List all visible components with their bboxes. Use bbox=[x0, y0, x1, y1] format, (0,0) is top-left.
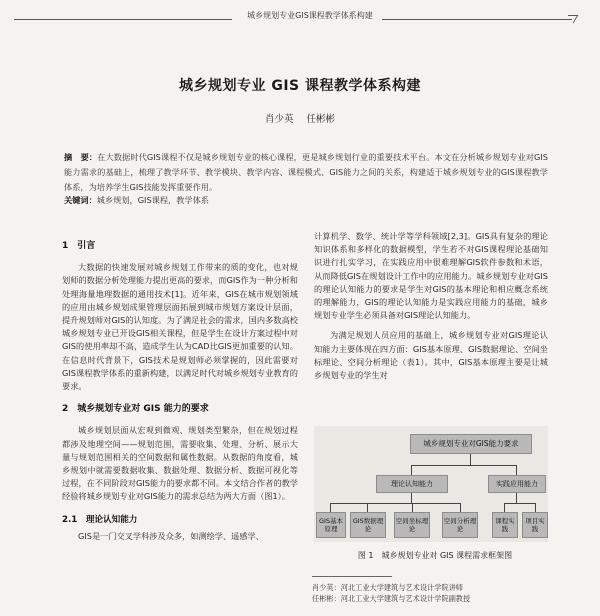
author-line: 肖少英 任彬彬 bbox=[264, 114, 336, 125]
header-corner-mark bbox=[564, 15, 579, 23]
abstract bbox=[64, 150, 548, 195]
section-1-heading: 1 引言 bbox=[62, 241, 96, 251]
diagram-root-node: 城乡规划专业对GIS能力要求 bbox=[410, 434, 532, 454]
keywords-text: 城乡规划，GIS课程，教学体系 bbox=[96, 195, 209, 205]
footnote-author-2: 任彬彬：河北工业大学建筑与艺术设计学院副教授 bbox=[312, 594, 471, 603]
section-2-heading: 2 城乡规划专业对 GIS 能力的要求 bbox=[62, 404, 209, 415]
diagram-node-theory: 理论认知能力 bbox=[376, 475, 448, 493]
diagram-leaf-node: 项目实践 bbox=[522, 512, 548, 538]
right-column bbox=[314, 230, 548, 382]
right-paragraph-1: 计算机学、数学、统计学等学科领域[2,3]。GIS具有复杂的理论知识体系和多样化的数据模型，学生若不对GIS课程理论基础知识进行扎实学习，在实践应用中很难理解GIS软件参数和术语，从而降低GIS在规划设计工作中的应用能力。城乡规划专业对GIS的理论认知能力的要求是学生对GIS的基本理论和相应概念系统的理解能力，GIS的理论认知能力是实践应用能力的基础，城乡规划专业学生必须具备对GIS理论认知能力。 bbox=[314, 231, 548, 321]
left-column bbox=[62, 240, 298, 543]
abstract-label: 摘 要： bbox=[64, 152, 98, 162]
section-2-paragraph: 城乡规划层面从宏观到微观、规划类型繁杂，但在规划过程都涉及地理空间——规划范围，需要收集、处理、分析、展示大量与规划范围相关的空间数据和属性数据。从数据的角度看，城乡规划中就需要数据收集、数据处理、数据分析、数据可视化等过程，在不同阶段对GIS能力的要求都不同。本文结合作者的教学经验将城乡规划专业对GIS能力的需求总结为两大方面（图1）。 bbox=[62, 425, 298, 502]
keywords bbox=[64, 195, 548, 206]
figure-caption: 图 1 城乡规划专业对 GIS 课程需求框架图 bbox=[357, 551, 513, 560]
diagram-leaf-node: 课程实践 bbox=[492, 512, 518, 538]
diagram-leaf-node: 空间坐标理论 bbox=[394, 512, 430, 538]
diagram-leaf-node: GIS基本原理 bbox=[316, 512, 346, 538]
footnote-author-1: 肖少英：河北工业大学建筑与艺术设计学院讲师 bbox=[312, 583, 463, 592]
running-title: 城乡规划专业GIS课程教学体系构建 bbox=[247, 11, 373, 20]
abstract-text: 在大数据时代GIS课程不仅是城乡规划专业的核心课程，更是城乡规划行业的重要技术平台。本文在分析城乡规划专业对GIS能力需求的基础上，梳理了教学环节、教学模块、教学内容、课程模式、GIS能力之间的关系，构建适于城乡规划专业的GIS课程教学体系，为培养学生GIS技能发挥重要作用。 bbox=[64, 152, 548, 192]
diagram-leaf-node: 空间分析理论 bbox=[442, 512, 478, 538]
section-2-1-paragraph: GIS是一门交叉学科涉及众多，如测绘学、遥感学、 bbox=[78, 530, 264, 541]
diagram-node-practice: 实践应用能力 bbox=[488, 475, 546, 493]
header-rule-right bbox=[382, 19, 572, 20]
footnote-rule bbox=[312, 576, 392, 577]
running-header bbox=[0, 6, 600, 26]
article-title: 城乡规划专业 GIS 课程教学体系构建 bbox=[178, 78, 422, 94]
section-1-paragraph: 大数据的快速发展对城乡规划工作带来的质的变化，也对规划师的数据分析处理能力提出更高的要求，而GIS作为一种分析和处理海量地理数据的通用技术[1]。近年来，GIS在城市规划领域的应用由城乡规划成果管理层面拓展到城市规划方案设计层面，提升规划师对GIS的认知度。为了满足社会的需求，国内多数高校城乡规划专业已开设GIS相关课程，但是学生在设计方案过程中对GIS的使用率却不高，造成学生认为CAD比GIS更加重要的认知。在信息时代背景下，GIS技术是规划师必须掌握的，因此需要对GIS课程教学体系的重新构建，以满足时代对城乡规划专业教育的要求。 bbox=[62, 262, 298, 392]
header-rule-left bbox=[14, 19, 232, 20]
footnotes bbox=[312, 582, 552, 604]
keywords-label: 关键词： bbox=[64, 195, 97, 205]
right-paragraph-2: 为满足规划人员应用的基础上，城乡规划专业对GIS理论认知能力主要体现在四方面：GIS基本原理、GIS数据理论、空间坐标理论、空间分析理论（表1）。其中，GIS基本原理主要是让城乡规划专业的学生对 bbox=[314, 330, 548, 381]
diagram-leaf-node: GIS数据理论 bbox=[350, 512, 386, 538]
section-2-1-heading: 2.1 理论认知能力 bbox=[62, 514, 138, 525]
figure-1-diagram bbox=[314, 426, 548, 542]
